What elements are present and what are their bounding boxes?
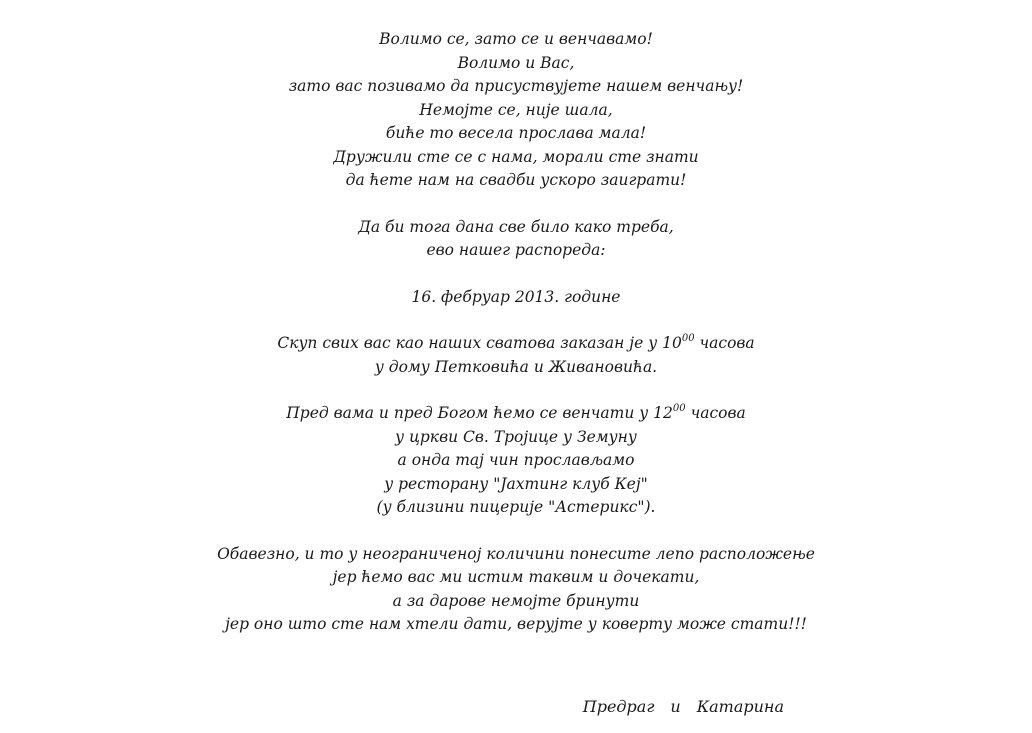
celebration-line: а онда тај чин прослављамо (397, 451, 635, 469)
church-line: у цркви Св. Тројице у Земуну (395, 427, 637, 446)
gathering-suffix: часова (694, 334, 755, 352)
gathering-info (0, 332, 1032, 379)
invitation-text (0, 28, 1032, 660)
verse-line: ево нашег распореда: (426, 241, 606, 259)
verse-line: Немојте се, није шала, (419, 100, 613, 119)
closing-stanza (0, 543, 1032, 637)
verse-line: Волимо и Вас, (457, 53, 575, 72)
verse-line: а за дарове немојте бринути (392, 591, 640, 610)
gathering-minutes: 00 (681, 333, 695, 344)
ceremony-minutes: 00 (672, 403, 686, 414)
verse-line: јер ћемо вас ми истим таквим и дочекати, (332, 568, 700, 586)
ceremony-text: Пред вама и пред Богом ћемо се венчати у 12 (286, 404, 673, 422)
gathering-place-line: у дому Петковића и Живановића. (374, 357, 658, 376)
verse-line: Дружили сте се с нама, морали сте знати (333, 147, 699, 166)
verse-line: јер оно што сте нам хтели дати, верујте у коверту може стати!!! (225, 615, 807, 633)
signature-conjunction: и (670, 697, 681, 716)
verse-line: Да би тога дана све било како треба, (358, 217, 674, 236)
verse-line: Обавезно, и то у неограниченој количини понесите лепо расположење (217, 544, 815, 563)
date-line: 16. фебруар 2013. године (411, 287, 621, 306)
landmark-line: (у близини пицерије "Астерикс"). (376, 498, 656, 516)
signature (583, 697, 784, 716)
ceremony-suffix: часова (685, 404, 746, 422)
verse-line: да ћете нам на свадби ускоро заиграти! (345, 171, 687, 189)
opening-stanza (0, 28, 1032, 193)
restaurant-line: у ресторану "Јахтинг клуб Кеј" (384, 474, 648, 493)
groom-name: Предраг (582, 697, 655, 716)
gathering-text: Скуп свих вас као наших сватова заказан је у 10 (277, 334, 682, 352)
verse-line: биће то весела прослава мала! (385, 124, 647, 142)
schedule-intro (0, 216, 1032, 263)
verse-line: Волимо се, зато се и венчавамо! (379, 30, 653, 48)
gathering-time-line (0, 332, 1032, 356)
ceremony-info (0, 402, 1032, 520)
wedding-date (0, 286, 1032, 310)
ceremony-time-line (0, 402, 1032, 426)
verse-line: зато вас позивамо да присуствујете нашем венчању! (288, 77, 744, 95)
bride-name: Катарина (696, 697, 784, 716)
